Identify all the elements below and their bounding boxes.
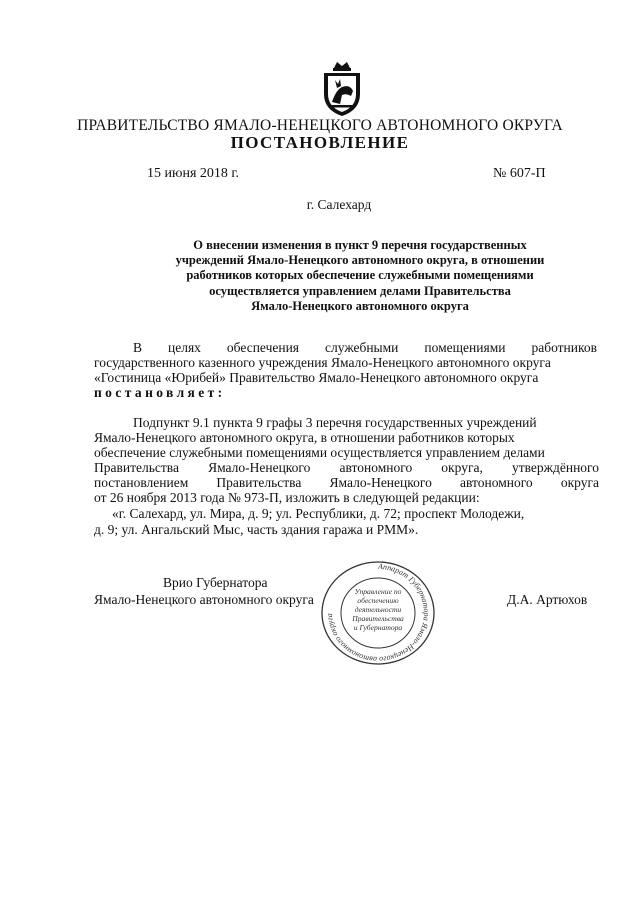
text-line: В целях обеспечения служебными помещениями работников	[133, 340, 597, 355]
title-line: О внесении изменения в пункт 9 перечня государственных	[193, 238, 527, 252]
seal-inner-line: и Губернатора	[353, 623, 403, 632]
coat-of-arms-emblem	[320, 60, 364, 118]
document-city: г. Салехард	[306, 197, 372, 212]
title-line: осуществляется управлением делами Правительства	[209, 283, 511, 298]
text-line: постановлением Правительства Ямало-Ненецкого автономного округа	[94, 475, 599, 490]
text-line: от 26 ноября 2013 года № 973-П, изложить в следующей редакции:	[94, 490, 480, 505]
text-line: обеспечение служебными помещениями осуществляется управлением делами	[94, 445, 545, 460]
text-line: «г. Салехард, ул. Мира, д. 9; ул. Республики, д. 72; проспект Молодежи,	[112, 506, 525, 521]
document-type: ПОСТАНОВЛЕНИЕ	[230, 133, 410, 152]
text-line: д. 9; ул. Ангальский Мыс, часть здания гаража и РММ».	[94, 522, 419, 537]
seal-inner-line: деятельности	[354, 605, 402, 614]
text-line: Ямало-Ненецкого автономного округа, в отношении работников которых	[94, 430, 515, 445]
seal-inner-line: Управление по	[354, 587, 402, 596]
document-title	[80, 238, 640, 314]
title-line: работников которых обеспечение служебными помещениями	[186, 268, 534, 283]
seal-inner-line: Правительства	[352, 614, 404, 623]
signatory-position: Врио Губернатора	[163, 575, 268, 590]
text-line: «Гостиница «Юрибей» Правительство Ямало-Ненецкого автономного округа	[94, 370, 539, 385]
text-line: государственного казенного учреждения Ямало-Ненецкого автономного округа	[94, 355, 551, 370]
resolves-word: постановляет:	[94, 385, 226, 400]
signatory-region: Ямало-Ненецкого автономного округа	[94, 592, 314, 607]
signatory-name: Д.А. Артюхов	[507, 592, 588, 607]
document-date: 15 июня 2018 г.	[147, 166, 240, 181]
seal-ring-text: Аппарат Губернатора Ямало-Ненецкого автономного округа	[324, 561, 431, 665]
text-line: Правительства Ямало-Ненецкого автономного округа, утверждённого	[94, 460, 599, 475]
official-seal-stamp	[318, 560, 438, 666]
government-name: ПРАВИТЕЛЬСТВО ЯМАЛО-НЕНЕЦКОГО АВТОНОМНОГО ОКРУГА	[77, 117, 563, 134]
seal-inner-line: обеспечению	[357, 596, 399, 605]
text-line: Подпункт 9.1 пункта 9 графы 3 перечня государственных учреждений	[133, 415, 537, 430]
document-number: № 607-П	[493, 166, 546, 181]
title-line: Ямало-Ненецкого автономного округа	[251, 298, 469, 313]
title-line: учреждений Ямало-Ненецкого автономного округа, в отношении	[175, 253, 545, 268]
